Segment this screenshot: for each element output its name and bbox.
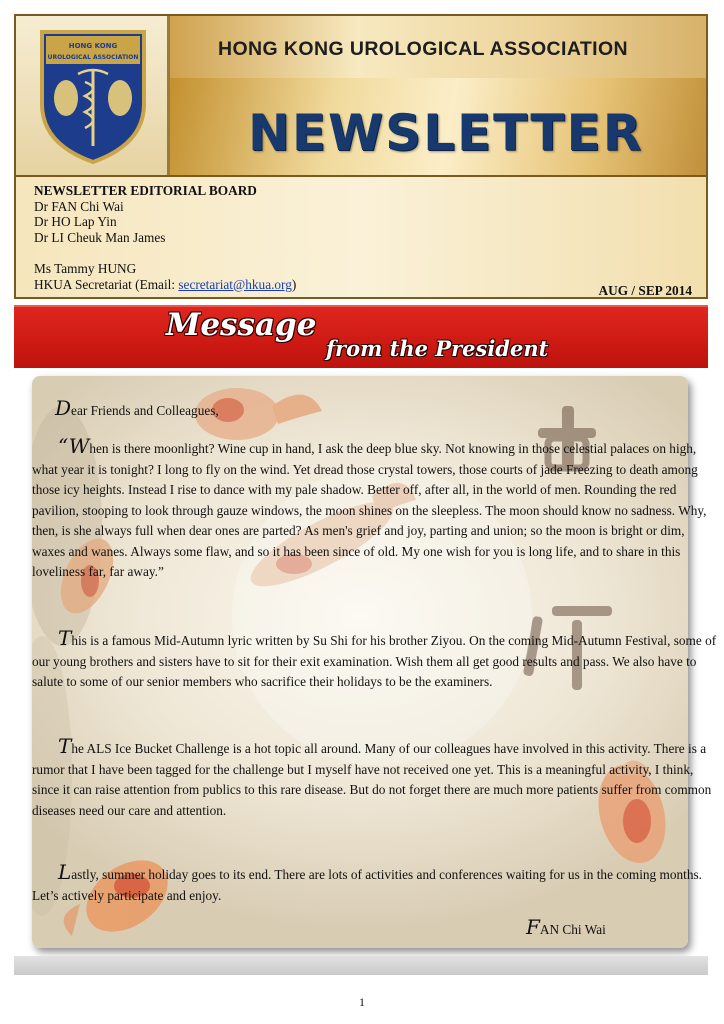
letter-paragraph-poem bbox=[32, 436, 718, 583]
association-crest-logo bbox=[36, 26, 150, 166]
footer-bar bbox=[14, 956, 708, 975]
signature-text: AN Chi Wai bbox=[539, 922, 606, 937]
logo-area bbox=[16, 16, 170, 175]
title-band bbox=[170, 16, 706, 80]
newsletter-band bbox=[170, 78, 706, 175]
issue-date: AUG / SEP 2014 bbox=[598, 283, 692, 298]
editorial-board-list bbox=[34, 183, 296, 292]
drop-cap: L bbox=[58, 860, 72, 884]
editorial-board-heading: NEWSLETTER EDITORIAL BOARD bbox=[34, 183, 257, 198]
letter-paragraph-ice-bucket bbox=[32, 736, 718, 821]
masthead bbox=[14, 14, 708, 177]
letter-salutation bbox=[55, 396, 219, 420]
drop-cap: T bbox=[58, 626, 72, 650]
board-member: Dr FAN Chi Wai bbox=[34, 198, 124, 214]
drop-cap: T bbox=[58, 734, 72, 758]
board-member: Dr LI Cheuk Man James bbox=[34, 229, 166, 245]
drop-cap: “W bbox=[58, 434, 90, 458]
association-name: HONG KONG UROLOGICAL ASSOCIATION bbox=[218, 38, 629, 60]
logo-text-line2: UROLOGICAL ASSOCIATION bbox=[47, 54, 139, 61]
page-number: 1 bbox=[359, 995, 365, 1009]
secretariat-line bbox=[34, 277, 296, 293]
banner-subtitle: from the President bbox=[326, 336, 549, 361]
banner-title: Message bbox=[166, 307, 317, 343]
secretariat-email-link[interactable]: secretariat@hkua.org bbox=[178, 276, 292, 292]
secretariat-suffix: ) bbox=[291, 276, 297, 292]
secretary-name: Ms Tammy HUNG bbox=[34, 260, 137, 276]
editorial-board bbox=[14, 177, 708, 299]
paragraph-text: hen is there moonlight? Wine cup in hand, I ask the deep blue sky. Not knowing in those celestial palaces on high, what year it is tonight? I long to fly on the wind. Yet dread those crystal towers, those courts of jade Freezing to death among those icy heights. Instead I rise to dance with my pale shadow. Better off, after all, in the world of men. Rounding the red pavilion, stooping to look through gauze windows, the moon shines on the sleepless. The moon should know no sadness. Why, then, is she always full when dear ones are parted? As men's grief and joy, parting and union; so the moon is bright or dim, waxes and wanes. Always some flaw, and so it has been since of old. My one wish for you is long life, and to share in this loveliness far, far away.” bbox=[32, 441, 707, 579]
letter-signature bbox=[526, 915, 606, 939]
paragraph-text: his is a famous Mid-Autumn lyric written by Su Shi for his brother Ziyou. On the coming Mid-Autumn Festival, some of our young brothers and sisters have to sit for their exit examination. Wish them all get good results and pass. We also have to salute to some of our senior members who sacrifice their holidays to be the examiners. bbox=[32, 633, 717, 689]
board-member: Dr HO Lap Yin bbox=[34, 214, 117, 230]
paragraph-text: astly, summer holiday goes to its end. There are lots of activities and conferences waiting for us in the coming months. Let’s actively participate and enjoy. bbox=[32, 867, 702, 903]
paragraph-text: he ALS Ice Bucket Challenge is a hot topic all around. Many of our colleagues have involved in this activity. There is a rumor that I have been tagged for the challenge but I myself have not received one yet. This is a meaningful activity, I think, since it can raise attention from publics to this rare disease. But do not forget there are much more patients suffer from common diseases need our care and attention. bbox=[32, 741, 712, 818]
letter-paragraph-mid-autumn bbox=[32, 628, 718, 693]
logo-text-line1: HONG KONG bbox=[68, 42, 118, 50]
salutation-text: ear Friends and Colleagues, bbox=[71, 403, 219, 418]
letter-paragraph-closing bbox=[32, 862, 718, 906]
newsletter-title: NEWSLETTER bbox=[248, 104, 644, 162]
message-banner bbox=[14, 305, 708, 368]
drop-cap: F bbox=[526, 915, 540, 939]
drop-cap: D bbox=[55, 396, 72, 420]
secretariat-prefix: HKUA Secretariat (Email: bbox=[34, 276, 179, 292]
